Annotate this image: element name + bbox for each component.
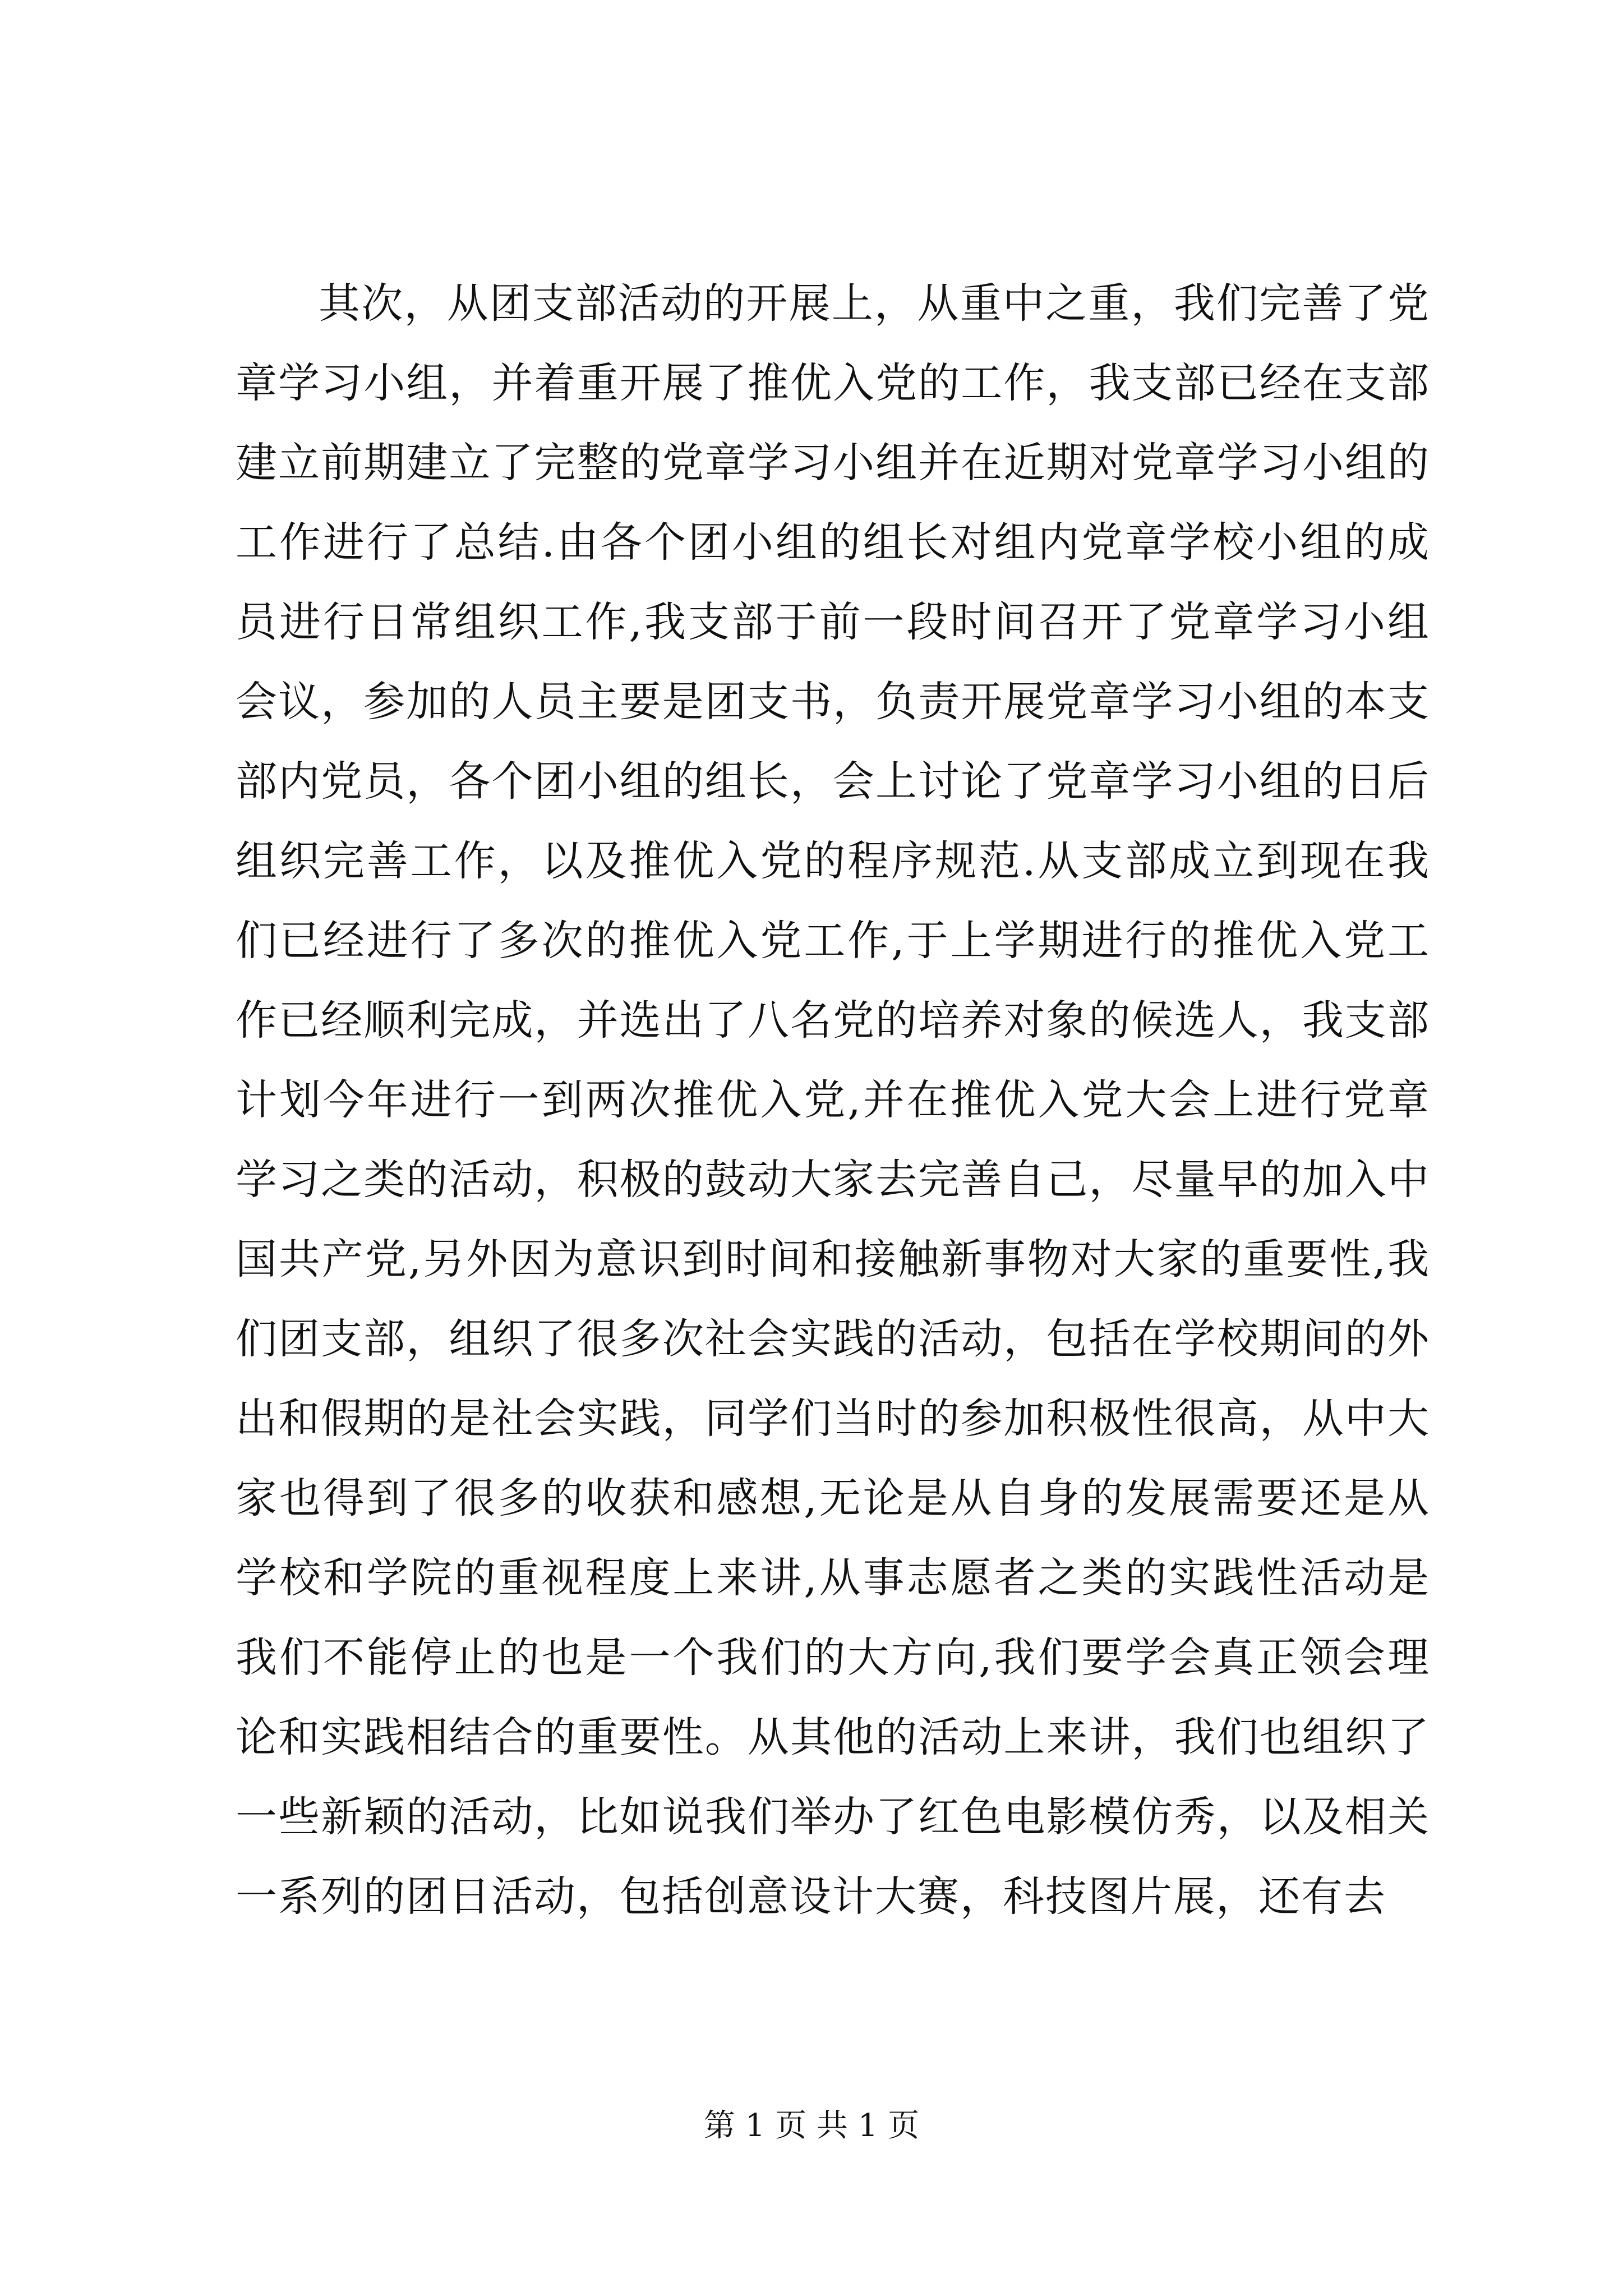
body-paragraph: 其次，从团支部活动的开展上，从重中之重，我们完善了党章学习小组，并着重开展了推优入党的工作，我支部已经在支部建立前期建立了完整的党章学习小组并在近期对党章学习小组的工作进行了总结.由各个团小组的组长对组内党章学校小组的成员进行日常组织工作,我支部于前一段时间召开了党章学习小组会议，参加的人员主要是团支书，负责开展党章学习小组的本支部内党员，各个团小组的组长，会上讨论了党章学习小组的日后组织完善工作，以及推优入党的程序规范.从支部成立到现在我们已经进行了多次的推优入党工作,于上学期进行的推优入党工作已经顺利完成，并选出了八名党的培养对象的候选人，我支部计划今年进行一到两次推优入党,并在推优入党大会上进行党章学习之类的活动，积极的鼓动大家去完善自己，尽量早的加入中国共产党,另外因为意识到时间和接触新事物对大家的重要性,我们团支部，组织了很多次社会实践的活动，包括在学校期间的外出和假期的是社会实践，同学们当时的参加积极性很高，从中大家也得到了很多的收获和感想,无论是从自身的发展需要还是从学校和学院的重视程度上来讲,从事志愿者之类的实践性活动是我们不能停止的也是一个我们的大方向,我们要学会真正领会理论和实践相结合的重要性。从其他的活动上来讲，我们也组织了一些新颖的活动，比如说我们举办了红色电影模仿秀，以及相关一系列的团日活动，包括创意设计大赛，科技图片展，还有去: [236, 279, 1430, 1921]
page-footer: 第 1 页 共 1 页: [703, 2108, 920, 2144]
